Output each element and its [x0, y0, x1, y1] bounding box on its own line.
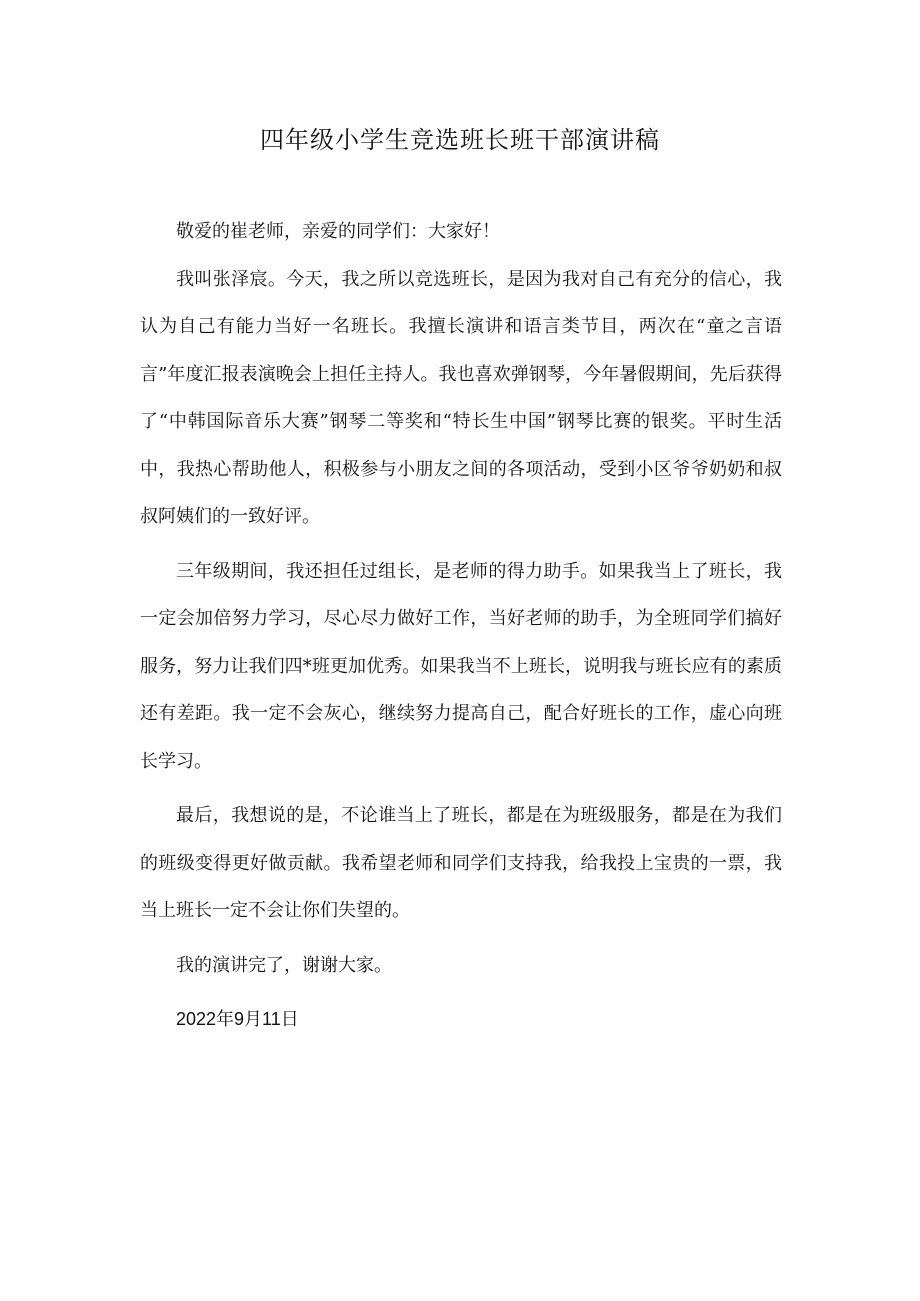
- document-title: 四年级小学生竞选班长班干部演讲稿: [260, 126, 660, 154]
- paragraph-conclusion: 最后，我想说的是，不论谁当上了班长，都是在为班级服务，都是在为我们的班级变得更好做贡献。我希望老师和同学们支持我，给我投上宝贵的一票，我当上班长一定不会让你们失望的。: [140, 805, 782, 921]
- greeting: 敬爱的崔老师，亲爱的同学们：大家好！: [176, 221, 500, 242]
- paragraph-introduction: 我叫张泽宸。今天，我之所以竞选班长，是因为我对自己有充分的信心，我认为自己有能力当好一名班长。我擅长演讲和语言类节目，两次在“童之言语言”年度汇报表演晚会上担任主持人。我也喜欢弹钢琴，今年暑假期间，先后获得了“中韩国际音乐大赛”钢琴二等奖和“特长生中国”钢琴比赛的银奖。平时生活中，我热心帮助他人，积极参与小朋友之间的各项活动，受到小区爷爷奶奶和叔叔阿姨们的一致好评。: [140, 268, 782, 527]
- speech-body: [140, 208, 782, 1051]
- paragraph-commitment: 三年级期间，我还担任过组长，是老师的得力助手。如果我当上了班长，我一定会加倍努力学习，尽心尽力做好工作，当好老师的助手，为全班同学们搞好服务，努力让我们四*班更加优秀。如果我当不上班长，说明我与班长应有的素质还有差距。我一定不会灰心，继续努力提高自己，配合好班长的工作，虚心向班长学习。: [140, 560, 782, 772]
- closing-line: 我的演讲完了，谢谢大家。: [176, 954, 392, 976]
- document-date: 2022年9月11日: [176, 1009, 299, 1029]
